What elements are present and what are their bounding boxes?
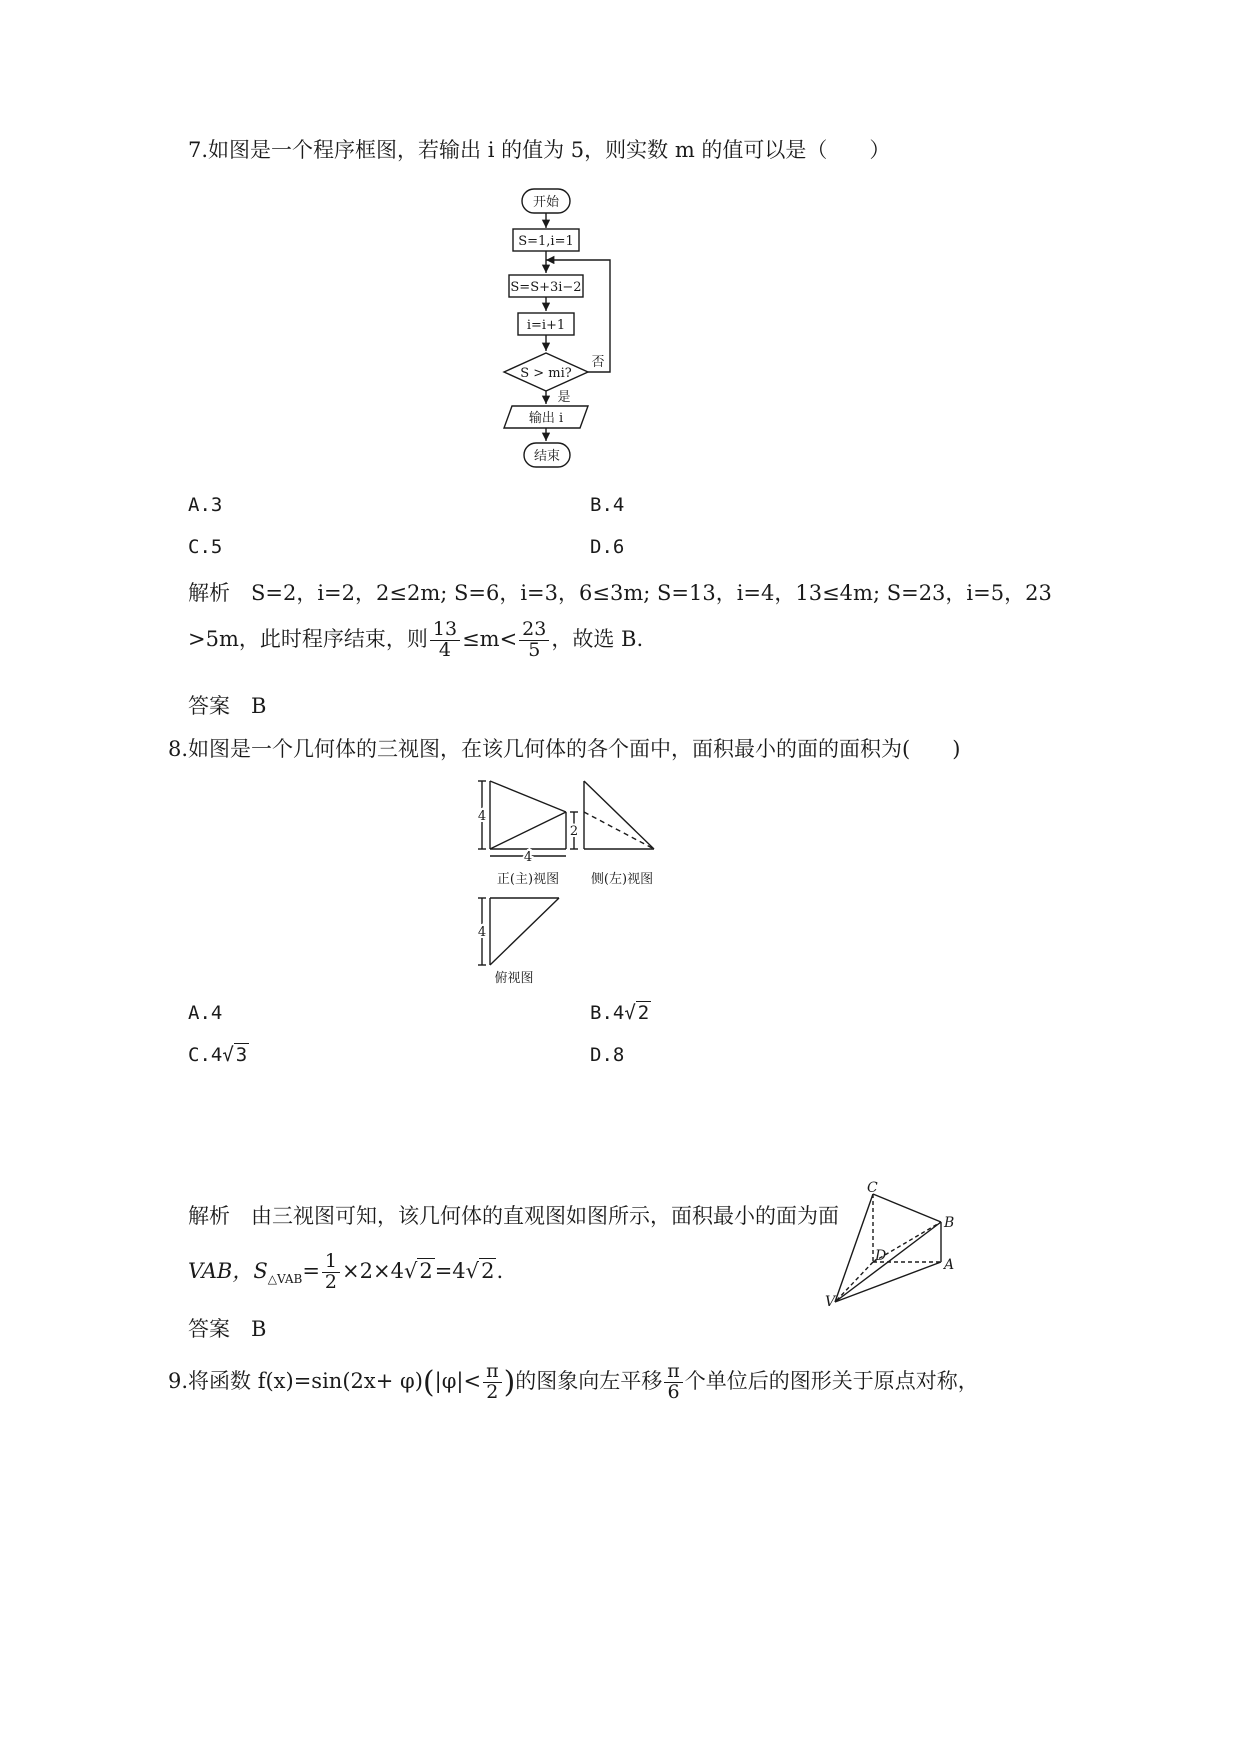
q7-analysis-mid: ≤m< xyxy=(462,626,518,651)
q8-analysis-line1 xyxy=(188,1200,839,1230)
q7-answer xyxy=(188,690,266,720)
q8-option-c xyxy=(188,1044,249,1066)
flow-start-label: 开始 xyxy=(532,195,560,210)
q8-analysis-vab: VAB，S xyxy=(188,1258,268,1283)
q8-stem: 8.如图是一个几何体的三视图，在该几何体的各个面中，面积最小的面的面积为( ) xyxy=(168,737,961,761)
q8-mul: ×2×4 xyxy=(342,1258,404,1283)
q8-eq2: =4 xyxy=(434,1258,466,1283)
flow-init-label: S=1,i=1 xyxy=(518,234,574,249)
front-view-label: 正(主)视图 xyxy=(496,872,560,887)
q8-option-d: D.8 xyxy=(590,1044,625,1066)
sqrt-2-b: √2 xyxy=(465,1258,495,1283)
flow-condition-label: S > mi? xyxy=(520,366,572,381)
flow-yes-label: 是 xyxy=(557,390,571,405)
vertex-d-label: D xyxy=(875,1248,887,1264)
q7-analysis-line2 xyxy=(188,620,643,661)
q7-option-b: B.4 xyxy=(590,494,625,516)
front-height-dim: 4 xyxy=(477,809,487,824)
q8-option-a: A.4 xyxy=(188,1002,223,1024)
q8-eq: = xyxy=(302,1258,320,1283)
vertex-c-label: C xyxy=(867,1180,878,1196)
fraction-1-2: $\frac{1}{2}$ xyxy=(322,1252,340,1293)
q8-answer-label: 答案 xyxy=(188,1317,230,1341)
sqrt-2: √ 2 xyxy=(624,1002,650,1024)
q8-option-b-prefix: B.4 xyxy=(590,1002,625,1024)
q7-stem: 7.如图是一个程序框图，若输出 i 的值为 5，则实数 m 的值可以是（ ） xyxy=(188,138,891,162)
sqrt-3: √ 3 xyxy=(222,1044,248,1066)
front-right-dim: 2 xyxy=(569,824,579,839)
vertex-v-label: V xyxy=(825,1294,836,1310)
q8-three-views xyxy=(470,770,670,990)
vertex-a-label: A xyxy=(944,1257,955,1273)
fraction-23-5: $\frac{23}{5}$ xyxy=(519,620,549,661)
q9-stem-a: 9.将函数 f(x)=sin(2x+ φ) xyxy=(168,1368,423,1393)
flow-update-s-label: S=S+3i−2 xyxy=(510,280,582,295)
top-view-label: 俯视图 xyxy=(494,971,534,986)
q8-option-c-prefix: C.4 xyxy=(188,1044,223,1066)
q7-answer-value: B xyxy=(251,694,267,718)
q8-analysis-sub: △VAB xyxy=(267,1272,303,1287)
q7-analysis-label: 解析 xyxy=(188,581,230,605)
q9-stem-b: 的图象向左平移 xyxy=(515,1368,663,1393)
fraction-pi-2: $\frac{\pi}{2}$ xyxy=(483,1362,502,1403)
top-height-dim: 4 xyxy=(477,925,487,940)
q7-option-d: D.6 xyxy=(590,536,625,558)
q8-answer-value: B xyxy=(251,1317,267,1341)
q7-analysis-line1 xyxy=(188,577,1052,607)
q7-flowchart xyxy=(490,180,640,480)
q8-answer xyxy=(188,1313,266,1343)
q7-analysis-text2: >5m，此时程序结束，则 xyxy=(188,626,428,651)
q7-analysis-end: ，故选 B. xyxy=(551,626,644,651)
sqrt-2-a: √2 xyxy=(403,1258,433,1283)
q9-stem: 9.将函数 f(x)=sin(2x+ φ)(|φ|< $\frac{\pi}{2}$ )的图象向左平移 $\frac{\pi}{6}$ 个单位后的图形关于原点对称， xyxy=(168,1360,979,1403)
flow-update-i-label: i=i+1 xyxy=(526,318,566,333)
q9-stem-c: 个单位后的图形关于原点对称， xyxy=(684,1368,979,1393)
q8-solid-figure xyxy=(815,1178,965,1310)
flow-end-label: 结束 xyxy=(533,449,561,464)
fraction-pi-6: $\frac{\pi}{6}$ xyxy=(664,1362,683,1403)
q9-phi-condition: |φ|< xyxy=(434,1368,482,1393)
fraction-13-4: $\frac{13}{4}$ xyxy=(430,620,460,661)
vertex-b-label: B xyxy=(944,1215,955,1231)
q7-option-a: A.3 xyxy=(188,494,223,516)
q7-answer-label: 答案 xyxy=(188,694,230,718)
q7-option-c: C.5 xyxy=(188,536,223,558)
q8-end: . xyxy=(496,1258,504,1283)
q8-option-b xyxy=(590,1002,651,1024)
q8-analysis-text: 由三视图可知，该几何体的直观图如图所示，面积最小的面为面 xyxy=(251,1204,839,1228)
q8-analysis-label: 解析 xyxy=(188,1204,230,1228)
flow-output-label: 输出 i xyxy=(528,411,564,426)
q7-analysis-text: S=2，i=2，2≤2m; S=6，i=3，6≤3m; S=13，i=4，13≤4m; S=23，i=5，23 xyxy=(251,581,1052,605)
q8-analysis-line2 xyxy=(188,1252,503,1293)
front-width-dim: 4 xyxy=(523,850,533,865)
side-view-label: 侧(左)视图 xyxy=(590,872,654,887)
flow-no-label: 否 xyxy=(591,355,605,370)
